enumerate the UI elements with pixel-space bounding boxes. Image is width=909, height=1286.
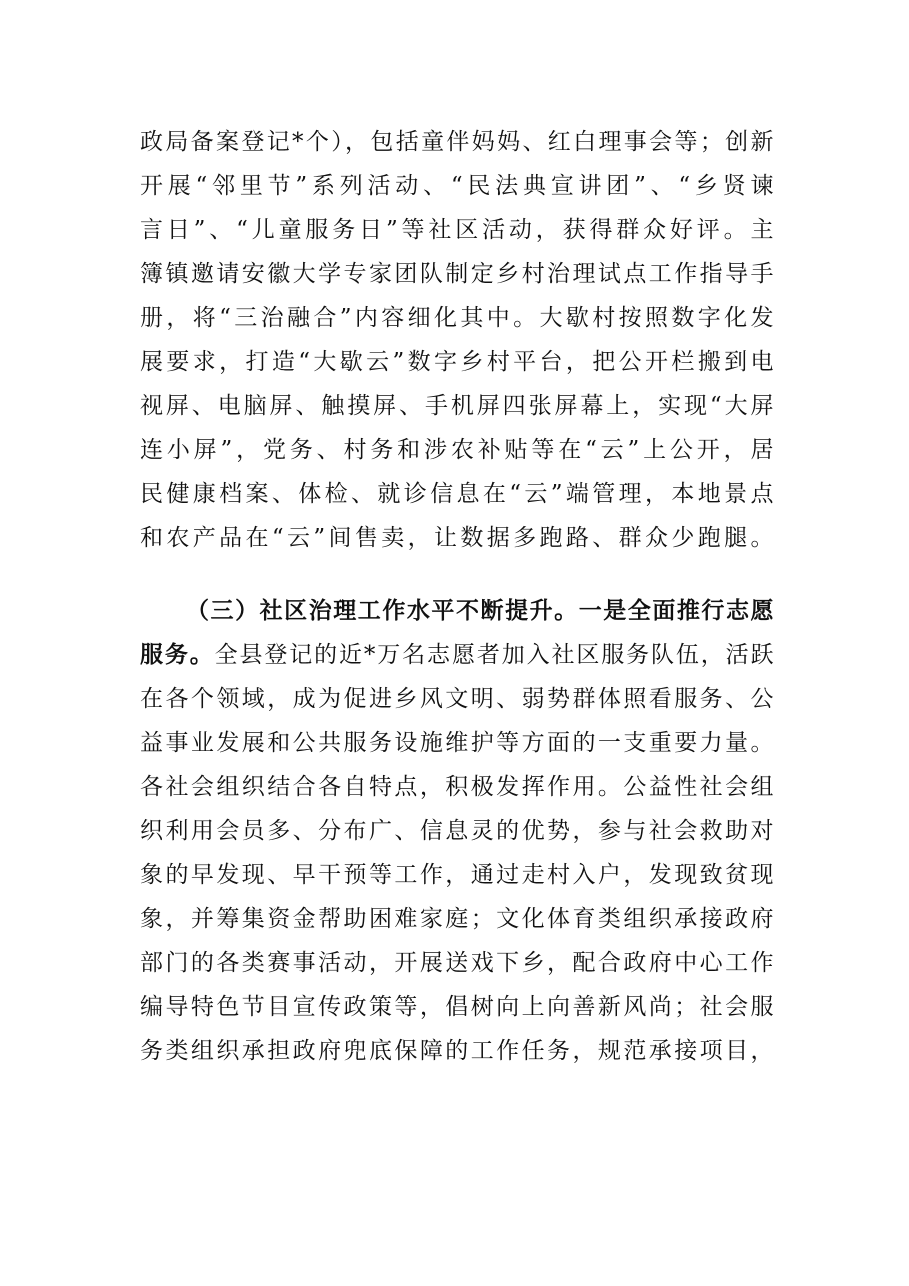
body-text-line: 视屏、电脑屏、触摸屏、手机屏四张屏幕上，实现“大屏 (140, 393, 774, 419)
body-text-line: 言日”、“儿童服务日”等社区活动，获得群众好评。主 (140, 217, 774, 243)
body-text-line: 簿镇邀请安徽大学专家团队制定乡村治理试点工作指导手 (140, 261, 774, 287)
body-text-line (140, 635, 774, 675)
body-text-span: 全县登记的近*万名志愿者加入社区服务队伍，活跃 (214, 642, 775, 668)
body-text-line: 象的早发现、早干预等工作，通过走村入户，发现致贫现 (140, 862, 774, 888)
body-text-line: 政局备案登记*个），包括童伴妈妈、红白理事会等；创新 (140, 129, 774, 155)
body-text-line: 在各个领域，成为促进乡风文明、弱势群体照看服务、公 (140, 686, 774, 712)
section-heading-line: （三）社区治理工作水平不断提升。一是全面推行志愿 (186, 597, 774, 624)
body-text-line: 益事业发展和公共服务设施维护等方面的一支重要力量。 (140, 730, 774, 756)
body-text-line: 编导特色节目宣传政策等，倡树向上向善新风尚；社会服 (140, 994, 774, 1020)
body-text-line: 民健康档案、体检、就诊信息在“云”端管理，本地景点 (140, 481, 774, 507)
body-text-line: 和农产品在“云”间售卖，让数据多跑路、群众少跑腿。 (140, 525, 774, 551)
body-text-line: 开展“邻里节”系列活动、“民法典宣讲团”、“乡贤谏 (140, 173, 774, 199)
body-text-line: 织利用会员多、分布广、信息灵的优势，参与社会救助对 (140, 818, 774, 844)
body-text-line: 象，并筹集资金帮助困难家庭；文化体育类组织承接政府 (140, 906, 774, 932)
body-text-line: 册，将“三治融合”内容细化其中。大歇村按照数字化发 (140, 305, 774, 331)
body-text-line: 部门的各类赛事活动，开展送戏下乡，配合政府中心工作 (140, 950, 774, 976)
bold-lead-text: 服务。 (140, 641, 215, 668)
body-text-line: 连小屏”，党务、村务和涉农补贴等在“云”上公开，居 (140, 437, 774, 463)
body-text-line: 各社会组织结合各自特点，积极发挥作用。公益性社会组 (140, 774, 774, 800)
body-text-line: 务类组织承担政府兜底保障的工作任务，规范承接项目， (140, 1038, 774, 1064)
body-text-line: 展要求，打造“大歇云”数字乡村平台，把公开栏搬到电 (140, 349, 774, 375)
